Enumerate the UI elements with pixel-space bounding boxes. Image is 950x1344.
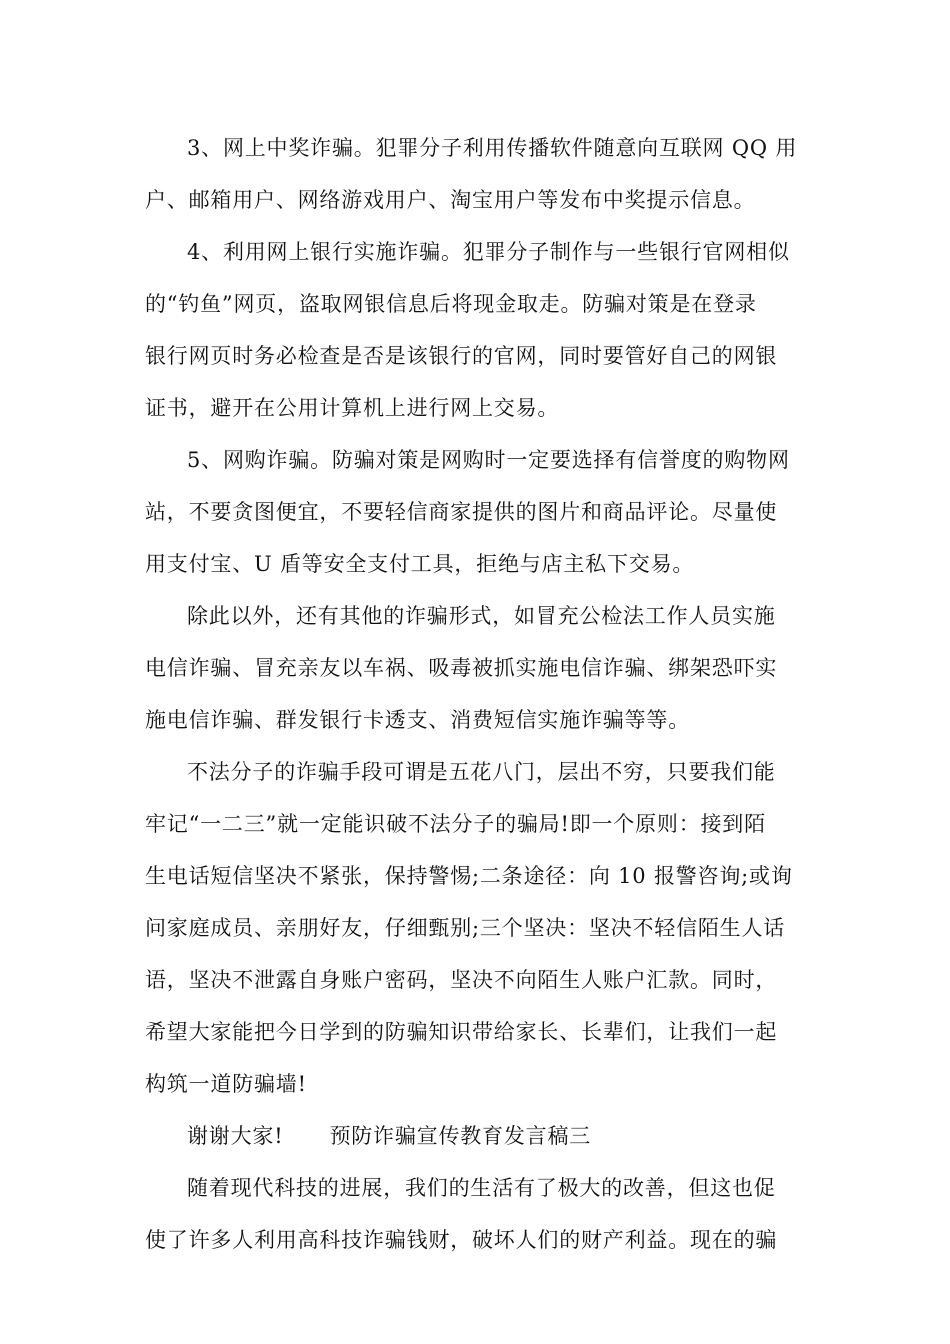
paragraph-line: 生电话短信坚决不紧张，保持警惕;二条途径：向 10 报警咨询;或询 xyxy=(145,864,793,888)
paragraph-line: 语，坚决不泄露自身账户密码，坚决不向陌生人账户汇款。同时， xyxy=(145,968,778,992)
paragraph-line: 用支付宝、U 盾等安全支付工具，拒绝与店主私下交易。 xyxy=(145,552,695,576)
closing-line xyxy=(187,1116,815,1156)
section-title: 预防诈骗宣传教育发言稿三 xyxy=(329,1124,592,1148)
paragraph-line: 证书，避开在公用计算机上进行网上交易。 xyxy=(145,396,560,420)
paragraph-line: 构筑一道防骗墙! xyxy=(145,1072,307,1096)
paragraph-line: 随着现代科技的进展，我们的生活有了极大的改善，但这也促 xyxy=(187,1176,776,1200)
paragraph-line: 户、邮箱用户、网络游戏用户、淘宝用户等发布中奖提示信息。 xyxy=(145,188,756,212)
paragraph-line: 牢记“一二三”就一定能识破不法分子的骗局!即一个原则：接到陌 xyxy=(145,812,766,836)
paragraph-line: 施电信诈骗、群发银行卡透支、消费短信实施诈骗等等。 xyxy=(145,708,690,732)
paragraph-line: 电信诈骗、冒充亲友以车祸、吸毒被抓实施电信诈骗、绑架恐吓实 xyxy=(145,656,778,680)
paragraph-line: 3、网上中奖诈骗。犯罪分子利用传播软件随意向互联网 QQ 用 xyxy=(187,136,798,160)
paragraph-line: 站，不要贪图便宜，不要轻信商家提供的图片和商品评论。尽量使 xyxy=(145,500,778,524)
paragraph-line: 不法分子的诈骗手段可谓是五花八门，层出不穷，只要我们能 xyxy=(187,760,776,784)
paragraph-line: 的“钓鱼”网页，盗取网银信息后将现金取走。防骗对策是在登录 xyxy=(145,292,757,316)
paragraph-line: 银行网页时务必检查是否是该银行的官网，同时要管好自己的网银 xyxy=(145,344,778,368)
paragraph-line: 使了许多人利用高科技诈骗钱财，破坏人们的财产利益。现在的骗 xyxy=(145,1228,778,1252)
paragraph-line: 除此以外，还有其他的诈骗形式，如冒充公检法工作人员实施 xyxy=(187,604,776,628)
paragraph-line: 问家庭成员、亲朋好友，仔细甄别;三个坚决：坚决不轻信陌生人话 xyxy=(145,916,786,940)
closing-thanks: 谢谢大家! xyxy=(187,1124,284,1148)
paragraph-line: 希望大家能把今日学到的防骗知识带给家长、长辈们，让我们一起 xyxy=(145,1020,778,1044)
paragraph-line: 5、网购诈骗。防骗对策是网购时一定要选择有信誉度的购物网 xyxy=(187,448,790,472)
paragraph-line: 4、利用网上银行实施诈骗。犯罪分子制作与一些银行官网相似 xyxy=(187,240,790,264)
